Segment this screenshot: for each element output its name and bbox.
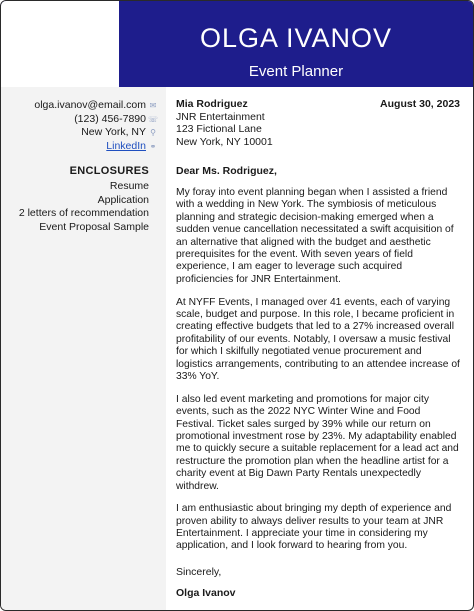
letter-body — [176, 98, 460, 599]
recipient-city: New York, NY 10001 — [176, 135, 273, 148]
enclosure-item: Application — [97, 193, 149, 206]
contact-phone — [0, 113, 158, 127]
contact-email — [0, 99, 158, 113]
applicant-role: Event Planner — [248, 63, 344, 80]
body-paragraph: I also led event marketing and promotions for major city events, such as the 2022 NYC Winter Wine and Food Festival. Ticket sales surged by 39% while our return on promotional investment rose by 23%. My adaptability enabled me to quickly secure a suitable replacement for a lead act and restructure the promotion plan when the headline artist for a charity event at Big Dawn Party Rentals unexpectedly withdrew. — [176, 393, 459, 492]
recipient-block — [176, 98, 460, 148]
letter-date: August 30, 2023 — [380, 98, 460, 110]
header-banner — [1, 1, 473, 87]
closing: Sincerely, — [176, 565, 222, 578]
header-left-block — [1, 1, 119, 87]
location-text: New York, NY — [81, 126, 146, 138]
enclosure-item: Resume — [109, 180, 149, 192]
contact-location — [0, 126, 158, 140]
link-icon: ⚭ — [149, 141, 157, 151]
enclosure-item: 2 letters of recommendation — [18, 207, 149, 219]
email-text: olga.ivanov@email.com — [34, 99, 146, 111]
body-paragraph: My foray into event planning began when I assisted a friend with a wedding in New York. The symbiosis of meticulous planning and strategic decision-making emerged when a sudden venue cancellation necessitated a swift acquisition of an alternative that aligned with the budget and aesthetic prerequisites for the event. With seven years of field experience, I am eager to leverage such acquired proficiencies for JNR Entertainment. — [176, 187, 454, 285]
enclosures-heading: ENCLOSURES — [69, 165, 149, 177]
phone-text: (123) 456-7890 — [74, 112, 146, 125]
signature: Olga Ivanov — [176, 586, 236, 599]
applicant-name: OLGA IVANOV — [199, 23, 393, 53]
enclosures-list — [19, 180, 149, 234]
phone-icon: ☏ — [148, 114, 159, 124]
envelope-icon: ✉ — [149, 101, 157, 110]
sidebar — [1, 87, 166, 610]
map-pin-icon: ⚲ — [150, 128, 156, 137]
linkedin-link[interactable]: LinkedIn — [106, 139, 146, 152]
body-paragraph: At NYFF Events, I managed over 41 events, each of varying scale, budget and purpose. In this role, I became proficient in creating effective budgets that led to a 27% increased overall profitability of our events. Notably, I oversaw a music festival for which I skilfully negotiated venue procurement and logistics arrangements, contributing to an attendee increase of 33% YoY. — [176, 296, 460, 382]
contact-info — [0, 99, 158, 153]
contact-linkedin[interactable] — [0, 140, 158, 154]
recipient-street: 123 Fictional Lane — [176, 123, 262, 135]
body-paragraph: I am enthusiastic about bringing my depth of experience and proven ability to always deliver results to your team at JNR Entertainment. I appreciate your time in considering my application, and I look forward to hearing from you. — [176, 503, 452, 552]
recipient-company: JNR Entertainment — [176, 110, 265, 123]
recipient-name: Mia Rodriguez — [176, 98, 248, 110]
enclosure-item: Event Proposal Sample — [39, 220, 149, 233]
salutation: Dear Ms. Rodriguez, — [176, 165, 277, 177]
